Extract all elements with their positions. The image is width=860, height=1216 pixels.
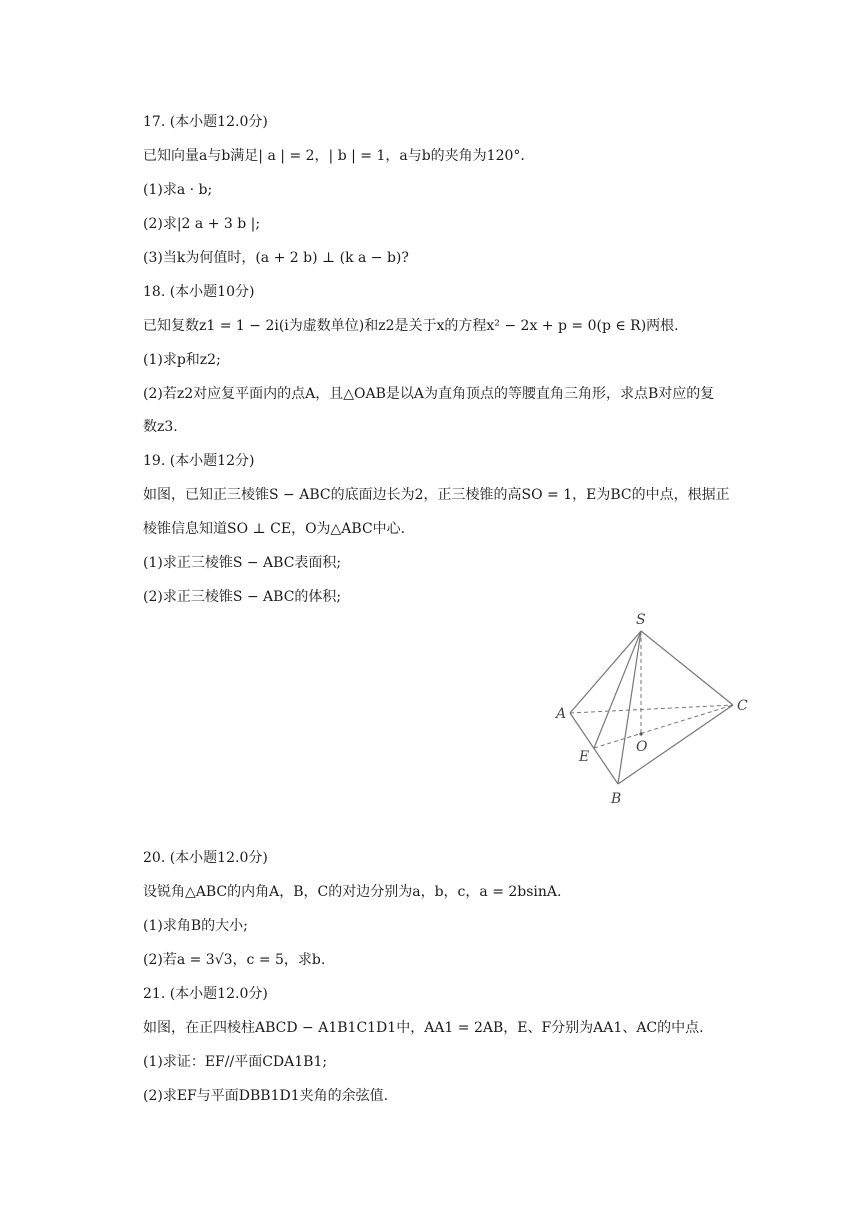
q19-part1: (1)求正三棱锥S − ABC表面积; [143, 555, 342, 571]
q19-stem-line2: 棱锥信息知道SO ⊥ CE，O为△ABC中心. [143, 521, 406, 537]
q19-header: 19. (本小题12分) [143, 453, 255, 469]
q21-part2: (2)求EF与平面DBB1D1夹角的余弦值. [143, 1088, 389, 1104]
label-s: S [636, 612, 646, 628]
q18-header: 18. (本小题10分) [143, 284, 255, 300]
label-a: A [556, 706, 567, 722]
q20-part2: (2)若a = 3√3，c = 5，求b. [143, 952, 326, 968]
q17-part1: (1)求a · b; [143, 182, 213, 198]
q17-part2: (2)求|2 a + 3 b |; [143, 216, 261, 232]
q17-header: 17. (本小题12.0分) [143, 114, 268, 130]
point-o [639, 732, 642, 735]
label-c: C [737, 698, 748, 714]
edge-sc [641, 631, 733, 705]
pyramid-figure [548, 606, 758, 816]
label-e: E [579, 749, 590, 765]
q17-stem: 已知向量a与b满足| a | = 2，| b | = 1，a与b的夹角为120°. [143, 148, 525, 164]
q18-stem: 已知复数z1 = 1 − 2i(i为虚数单位)和z2是关于x的方程x² − 2x + p = 0(p ∈ R)两根. [143, 318, 679, 334]
q19-part2: (2)求正三棱锥S − ABC的体积; [143, 589, 342, 605]
q20-part1: (1)求角B的大小; [143, 918, 248, 934]
q19-stem-line1: 如图，已知正三棱锥S − ABC的底面边长为2，正三棱锥的高SO = 1，E为BC的中点，根据正 [143, 487, 730, 503]
edge-ab [570, 713, 618, 784]
edge-se [594, 631, 641, 748]
q20-stem: 设锐角△ABC的内角A，B，C的对边分别为a，b，c，a = 2bsinA. [143, 884, 562, 900]
q17-part3: (3)当k为何值时，(a + 2 b) ⊥ (k a − b)? [143, 250, 409, 266]
line-ec-hidden [594, 705, 733, 748]
q18-part2-line1: (2)若z2对应复平面内的点A，且△OAB是以A为直角顶点的等腰直角三角形，求点B对应的复 [143, 386, 715, 402]
q21-stem: 如图，在正四棱柱ABCD − A1B1C1D1中，AA1 = 2AB，E、F分别为AA1、AC的中点. [143, 1020, 704, 1036]
q21-part1: (1)求证：EF//平面CDA1B1; [143, 1054, 328, 1070]
edge-ac-hidden [570, 705, 733, 713]
label-b: B [611, 791, 622, 807]
q20-header: 20. (本小题12.0分) [143, 850, 268, 866]
label-o: O [636, 739, 648, 755]
q21-header: 21. (本小题12.0分) [143, 986, 268, 1002]
q18-part2-line2: 数z3. [143, 419, 178, 435]
q18-part1: (1)求p和z2; [143, 352, 221, 368]
